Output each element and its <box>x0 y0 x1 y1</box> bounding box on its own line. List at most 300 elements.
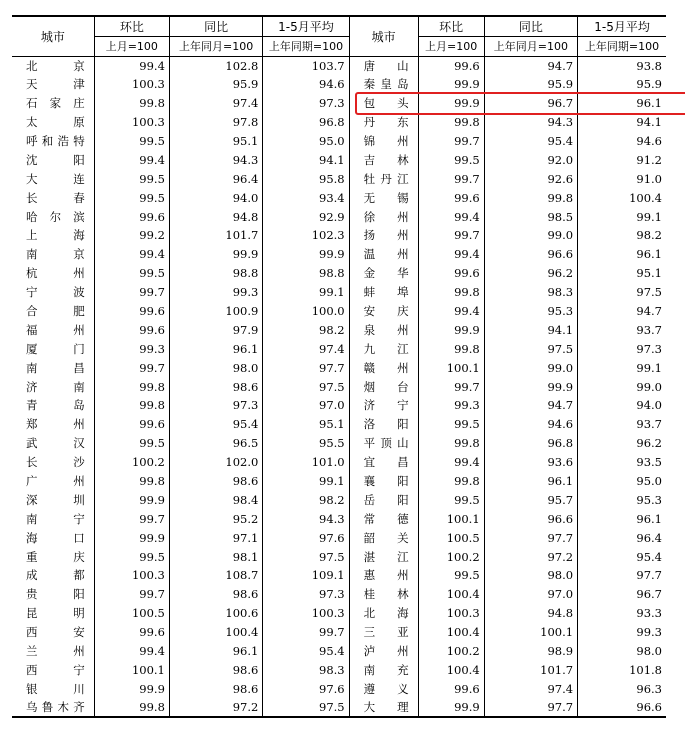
yoy-value: 98.6 <box>169 585 262 604</box>
mom-value-right: 99.7 <box>418 377 484 396</box>
city-name-right: 宜 昌 <box>349 453 418 472</box>
yoy-value-right: 94.3 <box>484 113 577 132</box>
mom-value: 99.6 <box>94 415 169 434</box>
table-body <box>12 56 666 717</box>
avg-value: 97.0 <box>263 396 349 415</box>
table-row <box>12 358 666 377</box>
yoy-value: 98.0 <box>169 358 262 377</box>
table-row <box>12 547 666 566</box>
mom-value-right: 99.9 <box>418 698 484 717</box>
avg-base-label-right: 上年同期=100 <box>578 36 666 56</box>
yoy-value: 95.4 <box>169 415 262 434</box>
table-row <box>12 169 666 188</box>
mom-value-right: 99.6 <box>418 56 484 75</box>
yoy-base-label-right: 上年同月=100 <box>484 36 577 56</box>
yoy-base-label: 上年同月=100 <box>169 36 262 56</box>
table-row <box>12 56 666 75</box>
mom-value-right: 99.3 <box>418 396 484 415</box>
mom-value: 99.5 <box>94 264 169 283</box>
avg-value-right: 100.4 <box>629 190 662 205</box>
city-name-right: 北 海 <box>349 604 418 623</box>
mom-value-right: 100.1 <box>418 358 484 377</box>
city-name: 深 圳 <box>12 490 94 509</box>
mom-value: 99.7 <box>94 283 169 302</box>
city-name: 宁 波 <box>12 283 94 302</box>
city-name: 沈 阳 <box>12 150 94 169</box>
yoy-value: 97.8 <box>169 113 262 132</box>
city-name-right: 牡丹江 <box>349 169 418 188</box>
table-row <box>12 566 666 585</box>
mom-base-label: 上月=100 <box>94 36 169 56</box>
avg-value-right: 97.5 <box>636 285 662 300</box>
avg-value: 95.8 <box>263 169 349 188</box>
avg-column-header-right: 1-5月平均 <box>578 16 666 36</box>
yoy-value-right: 101.7 <box>484 661 577 680</box>
mom-value-right: 99.7 <box>418 132 484 151</box>
yoy-value-right: 96.6 <box>484 509 577 528</box>
mom-value-right: 99.7 <box>418 169 484 188</box>
city-name: 长 沙 <box>12 453 94 472</box>
city-name-right: 蚌 埠 <box>349 283 418 302</box>
avg-value: 95.0 <box>263 132 349 151</box>
mom-value-right: 99.8 <box>418 339 484 358</box>
yoy-value: 97.1 <box>169 528 262 547</box>
avg-value-right: 98.2 <box>636 228 662 243</box>
avg-value: 95.1 <box>263 415 349 434</box>
avg-value: 99.7 <box>263 623 349 642</box>
yoy-value-right: 99.0 <box>484 358 577 377</box>
yoy-value-right: 97.4 <box>484 679 577 698</box>
yoy-value: 98.8 <box>169 264 262 283</box>
avg-value: 100.3 <box>263 604 349 623</box>
mom-value: 99.5 <box>94 547 169 566</box>
city-name: 上 海 <box>12 226 94 245</box>
table-row <box>12 453 666 472</box>
mom-value: 100.3 <box>94 75 169 94</box>
avg-value-right: 101.8 <box>629 662 662 677</box>
city-name: 福 州 <box>12 320 94 339</box>
mom-column-header: 环比 <box>94 16 169 36</box>
avg-value: 95.5 <box>263 434 349 453</box>
yoy-value-right: 97.5 <box>484 339 577 358</box>
avg-value-right: 93.8 <box>636 58 662 73</box>
mom-value: 99.8 <box>94 472 169 491</box>
city-name-right: 三 亚 <box>349 623 418 642</box>
avg-value: 98.8 <box>263 264 349 283</box>
mom-value: 99.7 <box>94 358 169 377</box>
yoy-value: 96.5 <box>169 434 262 453</box>
avg-value-right: 99.0 <box>636 379 662 394</box>
yoy-value: 99.3 <box>169 283 262 302</box>
mom-value-right: 100.2 <box>418 547 484 566</box>
yoy-value: 98.6 <box>169 472 262 491</box>
avg-value: 97.5 <box>263 698 349 717</box>
table-header <box>12 16 666 56</box>
city-name: 银 川 <box>12 679 94 698</box>
yoy-value-right: 92.0 <box>484 150 577 169</box>
mom-value-right: 100.4 <box>418 585 484 604</box>
yoy-value-right: 94.8 <box>484 604 577 623</box>
avg-value-right: 91.2 <box>636 152 662 167</box>
avg-value-right: 99.3 <box>636 625 662 640</box>
avg-value-right: 94.0 <box>636 398 662 413</box>
avg-value-right: 93.3 <box>636 606 662 621</box>
yoy-value-right: 98.3 <box>484 283 577 302</box>
mom-value: 100.2 <box>94 453 169 472</box>
table-row <box>12 302 666 321</box>
mom-value: 99.6 <box>94 207 169 226</box>
yoy-value-right: 95.9 <box>484 75 577 94</box>
avg-value: 93.4 <box>263 188 349 207</box>
table-row <box>12 188 666 207</box>
avg-value: 102.3 <box>263 226 349 245</box>
avg-value: 100.0 <box>263 302 349 321</box>
city-name: 杭 州 <box>12 264 94 283</box>
city-name: 北 京 <box>12 56 94 75</box>
mom-value: 99.6 <box>94 320 169 339</box>
mom-value: 99.8 <box>94 94 169 113</box>
yoy-value: 94.8 <box>169 207 262 226</box>
city-name-right: 安 庆 <box>349 302 418 321</box>
yoy-value: 96.1 <box>169 339 262 358</box>
city-column-header-right: 城市 <box>349 16 418 56</box>
avg-value: 97.7 <box>263 358 349 377</box>
yoy-value: 98.6 <box>169 679 262 698</box>
yoy-value-right: 92.6 <box>484 169 577 188</box>
avg-value-right: 97.3 <box>636 341 662 356</box>
mom-value-right: 99.6 <box>418 679 484 698</box>
avg-value: 92.9 <box>263 207 349 226</box>
table-row <box>12 226 666 245</box>
yoy-value: 100.6 <box>169 604 262 623</box>
mom-value: 99.6 <box>94 302 169 321</box>
yoy-value: 101.7 <box>169 226 262 245</box>
yoy-value-right: 94.1 <box>484 320 577 339</box>
avg-value: 98.2 <box>263 320 349 339</box>
city-name: 天 津 <box>12 75 94 94</box>
table-row <box>12 661 666 680</box>
mom-value-right: 99.9 <box>418 75 484 94</box>
city-name: 广 州 <box>12 472 94 491</box>
table-row <box>12 245 666 264</box>
mom-value-right: 99.4 <box>418 302 484 321</box>
mom-value: 99.4 <box>94 56 169 75</box>
city-name-right: 平顶山 <box>349 434 418 453</box>
yoy-value: 95.2 <box>169 509 262 528</box>
yoy-value: 96.1 <box>169 642 262 661</box>
mom-value: 99.5 <box>94 169 169 188</box>
city-name: 兰 州 <box>12 642 94 661</box>
yoy-value: 102.0 <box>169 453 262 472</box>
table-row <box>12 509 666 528</box>
avg-value: 94.6 <box>263 75 349 94</box>
avg-value: 109.1 <box>263 566 349 585</box>
yoy-value-right: 99.8 <box>484 188 577 207</box>
yoy-value-right: 98.9 <box>484 642 577 661</box>
city-name: 武 汉 <box>12 434 94 453</box>
price-index-table <box>12 15 666 718</box>
avg-value: 97.3 <box>263 585 349 604</box>
mom-value-right: 100.5 <box>418 528 484 547</box>
yoy-value-right: 99.9 <box>484 377 577 396</box>
city-name-right: 无 锡 <box>349 188 418 207</box>
table-row <box>12 264 666 283</box>
mom-value: 99.7 <box>94 509 169 528</box>
avg-value: 95.4 <box>263 642 349 661</box>
yoy-value: 108.7 <box>169 566 262 585</box>
table-row <box>12 150 666 169</box>
city-name-right: 泉 州 <box>349 320 418 339</box>
avg-value: 103.7 <box>263 56 349 75</box>
price-index-table-container <box>12 15 666 718</box>
yoy-value-right: 94.6 <box>484 415 577 434</box>
avg-value-right: 96.7 <box>636 587 662 602</box>
city-name-right: 常 德 <box>349 509 418 528</box>
table-row <box>12 339 666 358</box>
yoy-value: 98.6 <box>169 377 262 396</box>
mom-value-right: 99.7 <box>418 226 484 245</box>
mom-value-right: 99.4 <box>418 245 484 264</box>
city-name: 西 宁 <box>12 661 94 680</box>
mom-value: 99.5 <box>94 434 169 453</box>
city-name-right: 南 充 <box>349 661 418 680</box>
mom-value-right: 99.8 <box>418 434 484 453</box>
avg-value: 99.1 <box>263 472 349 491</box>
yoy-value: 100.9 <box>169 302 262 321</box>
city-name-right: 赣 州 <box>349 358 418 377</box>
avg-value: 94.1 <box>263 150 349 169</box>
mom-value: 99.7 <box>94 585 169 604</box>
avg-value: 97.3 <box>263 94 349 113</box>
city-name-right: 秦皇岛 <box>349 75 418 94</box>
avg-value: 97.5 <box>263 377 349 396</box>
yoy-value-right: 97.2 <box>484 547 577 566</box>
city-name-right: 九 江 <box>349 339 418 358</box>
yoy-value: 97.9 <box>169 320 262 339</box>
yoy-value: 95.1 <box>169 132 262 151</box>
mom-value: 99.5 <box>94 188 169 207</box>
mom-value-right: 99.8 <box>418 113 484 132</box>
mom-value-right: 99.5 <box>418 490 484 509</box>
mom-value: 99.9 <box>94 490 169 509</box>
city-name-right: 烟 台 <box>349 377 418 396</box>
city-name: 大 连 <box>12 169 94 188</box>
city-name: 南 宁 <box>12 509 94 528</box>
avg-value-right: 96.4 <box>636 530 662 545</box>
mom-value-right: 99.4 <box>418 207 484 226</box>
city-name: 乌鲁木齐 <box>12 698 94 717</box>
city-name: 济 南 <box>12 377 94 396</box>
city-name-right: 韶 关 <box>349 528 418 547</box>
avg-value-right: 91.0 <box>636 171 662 186</box>
table-row <box>12 377 666 396</box>
mom-value: 99.5 <box>94 132 169 151</box>
avg-value: 98.2 <box>263 490 349 509</box>
avg-value: 97.6 <box>263 679 349 698</box>
yoy-value-right: 97.0 <box>484 585 577 604</box>
city-name: 南 京 <box>12 245 94 264</box>
city-name-right: 洛 阳 <box>349 415 418 434</box>
table-row <box>12 604 666 623</box>
city-name-right: 丹 东 <box>349 113 418 132</box>
yoy-value-right: 100.1 <box>484 623 577 642</box>
mom-value-right: 100.1 <box>418 509 484 528</box>
city-name-right: 金 华 <box>349 264 418 283</box>
yoy-value: 98.4 <box>169 490 262 509</box>
avg-value: 101.0 <box>263 453 349 472</box>
avg-value-right: 96.3 <box>636 681 662 696</box>
avg-value-right: 96.1 <box>636 96 662 111</box>
table-row <box>12 132 666 151</box>
city-name: 石家庄 <box>12 94 94 113</box>
mom-value: 99.4 <box>94 245 169 264</box>
mom-value-right: 99.9 <box>418 320 484 339</box>
yoy-value-right: 99.0 <box>484 226 577 245</box>
avg-value-right: 99.1 <box>636 360 662 375</box>
mom-value: 99.4 <box>94 642 169 661</box>
mom-base-label-right: 上月=100 <box>418 36 484 56</box>
mom-value-right: 99.5 <box>418 566 484 585</box>
mom-value: 100.1 <box>94 661 169 680</box>
avg-value-right: 96.2 <box>636 436 662 451</box>
mom-value-right: 99.6 <box>418 264 484 283</box>
table-row <box>12 94 666 113</box>
avg-value-right: 93.5 <box>636 455 662 470</box>
city-name: 贵 阳 <box>12 585 94 604</box>
mom-value: 99.2 <box>94 226 169 245</box>
yoy-value: 94.3 <box>169 150 262 169</box>
avg-value: 97.4 <box>263 339 349 358</box>
yoy-value-right: 98.5 <box>484 207 577 226</box>
yoy-column-header-right: 同比 <box>484 16 577 36</box>
city-name: 青 岛 <box>12 396 94 415</box>
table-row <box>12 679 666 698</box>
city-name-right: 徐 州 <box>349 207 418 226</box>
city-name: 西 安 <box>12 623 94 642</box>
city-name: 重 庆 <box>12 547 94 566</box>
yoy-value-right: 93.6 <box>484 453 577 472</box>
table-row <box>12 415 666 434</box>
city-name-right: 锦 州 <box>349 132 418 151</box>
avg-value: 97.5 <box>263 547 349 566</box>
table-row <box>12 472 666 491</box>
city-name-right: 扬 州 <box>349 226 418 245</box>
mom-value: 99.6 <box>94 623 169 642</box>
table-row <box>12 283 666 302</box>
avg-value-right: 96.1 <box>636 247 662 262</box>
city-name-right: 包 头 <box>349 94 418 113</box>
avg-value-right: 94.6 <box>636 134 662 148</box>
table-row <box>12 434 666 453</box>
avg-value-right: 93.7 <box>636 322 662 337</box>
mom-value-right: 99.8 <box>418 283 484 302</box>
avg-base-label: 上年同期=100 <box>263 36 349 56</box>
avg-value-right: 95.4 <box>636 549 662 564</box>
mom-value: 99.8 <box>94 377 169 396</box>
mom-value-right: 99.8 <box>418 472 484 491</box>
table-row <box>12 642 666 661</box>
city-name-right: 大 理 <box>349 698 418 717</box>
avg-value: 98.3 <box>263 661 349 680</box>
avg-value: 96.8 <box>263 113 349 132</box>
avg-value: 94.3 <box>263 509 349 528</box>
avg-value-right: 98.0 <box>636 644 662 659</box>
yoy-value-right: 96.6 <box>484 245 577 264</box>
table-row <box>12 528 666 547</box>
mom-value-right: 99.5 <box>418 415 484 434</box>
avg-value-right: 99.1 <box>636 209 662 224</box>
mom-value: 99.9 <box>94 528 169 547</box>
avg-value: 99.1 <box>263 283 349 302</box>
yoy-value: 98.1 <box>169 547 262 566</box>
city-name-right: 吉 林 <box>349 150 418 169</box>
mom-value: 99.3 <box>94 339 169 358</box>
avg-value-right: 95.3 <box>636 492 662 507</box>
yoy-value-right: 96.2 <box>484 264 577 283</box>
city-name: 厦 门 <box>12 339 94 358</box>
city-name: 长 春 <box>12 188 94 207</box>
yoy-value-right: 94.7 <box>484 396 577 415</box>
avg-value-right: 93.7 <box>636 417 662 432</box>
city-name: 呼和浩特 <box>12 132 94 151</box>
mom-value: 100.5 <box>94 604 169 623</box>
city-name: 成 都 <box>12 566 94 585</box>
yoy-value: 96.4 <box>169 169 262 188</box>
yoy-value: 94.0 <box>169 188 262 207</box>
table-row <box>12 396 666 415</box>
city-name: 海 口 <box>12 528 94 547</box>
city-name-right: 岳 阳 <box>349 490 418 509</box>
city-name-right: 湛 江 <box>349 547 418 566</box>
mom-value-right: 99.4 <box>418 453 484 472</box>
avg-value-right: 97.7 <box>636 568 662 583</box>
city-name-right: 温 州 <box>349 245 418 264</box>
yoy-value-right: 95.4 <box>484 132 577 151</box>
yoy-value: 95.9 <box>169 75 262 94</box>
mom-value: 100.3 <box>94 566 169 585</box>
table-row <box>12 490 666 509</box>
yoy-value: 97.2 <box>169 698 262 717</box>
avg-column-header: 1-5月平均 <box>263 16 349 36</box>
city-name-right: 惠 州 <box>349 566 418 585</box>
yoy-value-right: 94.7 <box>484 56 577 75</box>
avg-value-right: 96.1 <box>636 511 662 526</box>
table-row <box>12 585 666 604</box>
yoy-value: 100.4 <box>169 623 262 642</box>
yoy-value-right: 96.8 <box>484 434 577 453</box>
yoy-value: 97.4 <box>169 94 262 113</box>
city-name: 郑 州 <box>12 415 94 434</box>
mom-value: 100.3 <box>94 113 169 132</box>
table-row <box>12 320 666 339</box>
table-row <box>12 75 666 94</box>
city-name-right: 济 宁 <box>349 396 418 415</box>
city-name: 南 昌 <box>12 358 94 377</box>
city-name-right: 泸 州 <box>349 642 418 661</box>
mom-value-right: 99.6 <box>418 188 484 207</box>
mom-value-right: 100.4 <box>418 623 484 642</box>
mom-value-right: 100.4 <box>418 661 484 680</box>
yoy-value: 102.8 <box>169 56 262 75</box>
avg-value-right: 95.0 <box>636 474 662 489</box>
yoy-value-right: 97.7 <box>484 528 577 547</box>
city-name: 昆 明 <box>12 604 94 623</box>
avg-value: 97.6 <box>263 528 349 547</box>
city-name: 太 原 <box>12 113 94 132</box>
mom-value-right: 100.2 <box>418 642 484 661</box>
mom-column-header-right: 环比 <box>418 16 484 36</box>
yoy-value-right: 98.0 <box>484 566 577 585</box>
